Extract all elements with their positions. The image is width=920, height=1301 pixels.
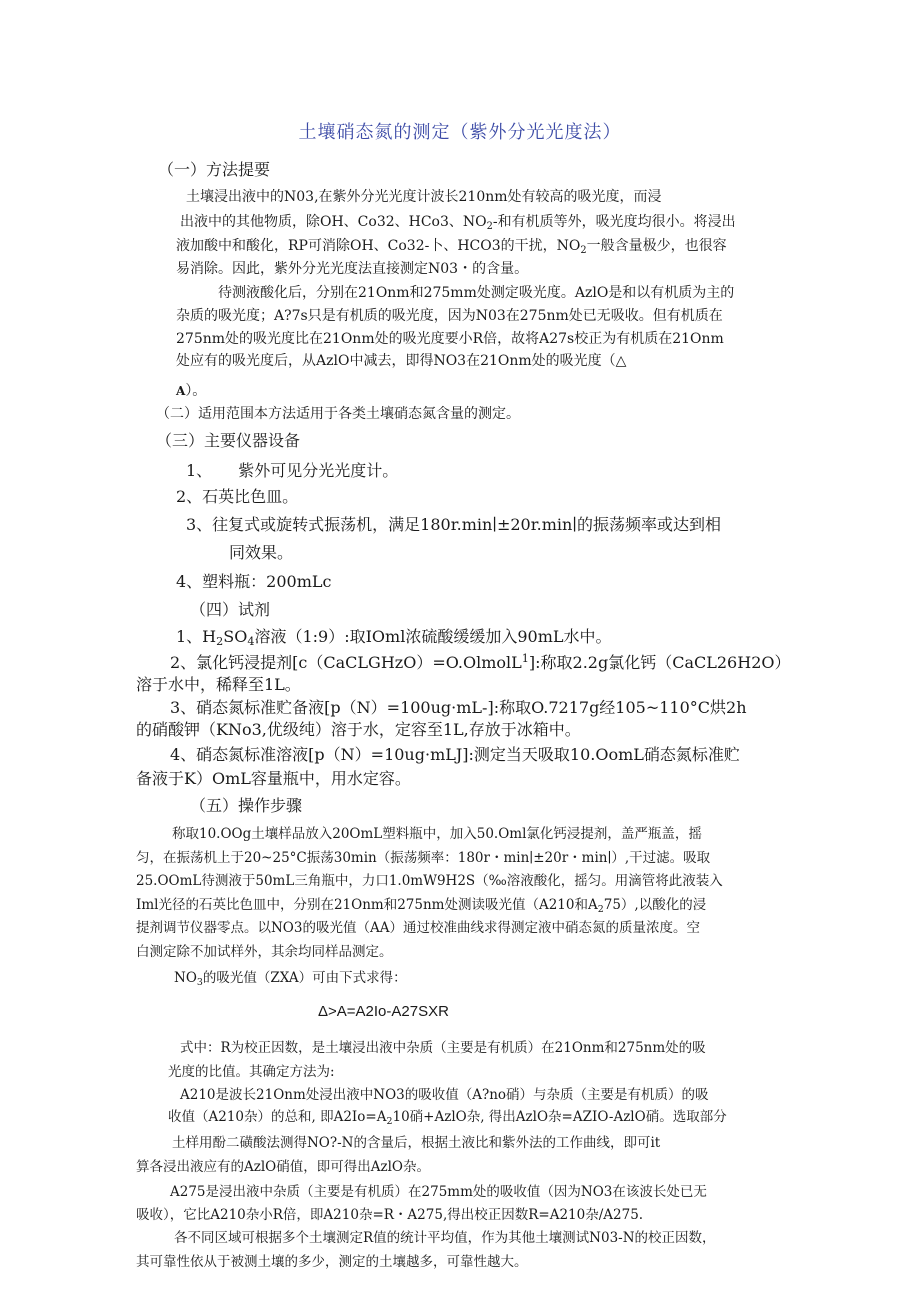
equipment-item-1: 1、 紫外可见分光光度计。: [186, 461, 399, 480]
a275-line-1: A275是浸出液中杂质（主要是有机质）在275mm处的吸收值（因为NO3在该波长处已无: [170, 1184, 707, 1200]
section-3-heading: （三）主要仪器设备: [156, 431, 301, 450]
section-2-line: （二）适用范围本方法适用于各类土壤硝态氮含量的测定。: [156, 406, 520, 422]
s1-p1-line-2: 出液中的其他物质，除OH、Co32、HCo3、$NO_2-$和有机质等外，吸光度均很小。将浸出: [180, 214, 736, 232]
section-5-heading: （五）操作步骤: [190, 796, 303, 815]
reagent-4-line-2: 备液于K）OmL容量瓶中，用水定容。: [136, 769, 411, 788]
a210-line-2: 收值（A210杂）的总和, 即$A2Io=A_210$硝+AzlO杂, 得出AzlO杂=AZIO-AzlO硝。选取部分: [168, 1109, 727, 1127]
s1-p1-line-3: 液加酸中和酸化，RP可消除OH、Co32-卜、HCO3的干扰，$NO_2$一般含量极少，也很容: [176, 238, 727, 256]
procedure-line-4: Iml光径的石英比色皿中，分别在21Onm和275nm处测读吸光值（A210和$A_275$）,以酸化的浸: [136, 897, 707, 915]
section-1-heading: （一）方法提要: [158, 160, 271, 179]
document-title: 土壤硝态氮的测定（紫外分光光度法）: [298, 122, 622, 143]
procedure-line-3: 25.OOmL待测液于50mL三角瓶中，力口1.0mW9H2S（‰溶液酸化，摇匀。用滴管将此液装入: [136, 873, 723, 889]
reagent-2-line-1: 2、氯化钙浸提剂[c（CaCLGHzO）=O.OlmolL$^1$]:称取2.2g氯化钙（CaCL26H2O）: [170, 652, 791, 672]
equipment-item-3-line-2: 同效果。: [229, 543, 294, 562]
a275-line-2: 吸收），它比A210杂小R倍，即A210杂=R・A275,得出校正因数R=A210杂/A275.: [136, 1207, 644, 1223]
reagent-1: 1、$H_2SO_4$溶液（1:9）:取IOml浓硫酸缓缓加入90mL水中。: [176, 627, 612, 648]
r-definition-line-1: 式中：R为校正因数，是土壤浸出液中杂质（主要是有机质）在21Onm和275nm处的吸: [180, 1040, 706, 1056]
s1-p1-line-4: 易消除。因此，紫外分光光度法直接测定N03・的含量。: [176, 261, 529, 277]
conclusion-line-2: 其可靠性依从于被测土壤的多少，测定的土壤越多，可靠性越大。: [136, 1254, 528, 1270]
equipment-item-4: 4、塑料瓶：200mLc: [176, 572, 332, 591]
reagent-3-line-2: 的硝酸钾（KNo3,优级纯）溶于水，定容至1L,存放于冰箱中。: [136, 720, 581, 739]
s1-p2-line-4: 处应有的吸光度后，从AzlO中减去，即得NO3在21Onm处的吸光度（△: [176, 353, 627, 369]
s1-p1-line-1: 土壤浸出液中的N03,在紫外分光光度计波长210nm处有较高的吸光度，而浸: [186, 189, 662, 205]
s1-p2-line-5: A）。: [176, 383, 207, 399]
a210-line-1: A210是波长21Onm处浸出液中NO3的吸收值（A?no硝）与杂质（主要是有机质）的吸: [180, 1087, 709, 1103]
s1-p2-line-2: 杂质的吸光度；A?7s只是有机质的吸光度，因为N03在275nm处已无吸收。但有机质在: [176, 308, 723, 324]
equipment-item-2: 2、石英比色皿。: [176, 487, 299, 506]
r-definition-line-2: 光度的比值。其确定方法为:: [168, 1064, 335, 1080]
reagent-4-line-1: 4、硝态氮标准溶液[p（N）=10ug·mLJ]:测定当天吸取10.OomL硝态氮标准贮: [170, 745, 740, 764]
s1-p2-line-1: 待测液酸化后，分别在21Onm和275mm处测定吸光度。AzlO是和以有机质为主的: [218, 285, 735, 301]
conclusion-line-1: 各不同区域可根据多个土壤测定R值的统计平均值，作为其他土壤测试N03-N的校正因数，: [174, 1230, 716, 1246]
a210-line-3: 土样用酚二磺酸法测得NO?-N的含量后，根据土液比和紫外法的工作曲线，即可it: [172, 1135, 661, 1151]
formula-intro: $NO_3$的吸光值（ZXA）可由下式求得：: [174, 970, 407, 988]
procedure-line-5: 提剂调节仪器零点。以NO3的吸光值（AA）通过校准曲线求得测定液中硝态氮的质量浓度。空: [136, 920, 700, 936]
a210-line-4: 算各浸出液应有的AzlO硝值，即可得出AzlO杂。: [136, 1159, 430, 1175]
procedure-line-2: 匀，在振荡机上于20~25°C振荡30min（振荡频率：180r・min∣±20r・min∣）,干过滤。吸取: [136, 850, 711, 866]
formula: Δ>A=A2Io-A27SXR: [318, 1003, 449, 1020]
reagent-2-line-2: 溶于水中，稀释至1L。: [136, 675, 301, 694]
procedure-line-6: 白测定除不加试样外，其余均同样品测定。: [136, 944, 393, 960]
s1-p2-line-3: 275nm处的吸光度比在21Onm处的吸光度要小R倍，故将A27s校正为有机质在21Onm: [176, 331, 724, 347]
equipment-item-3-line-1: 3、往复式或旋转式振荡机，满足180r.min∣±20r.min∣的振荡频率或达到相: [186, 515, 721, 534]
section-4-heading: （四）试剂: [190, 600, 271, 619]
procedure-line-1: 称取10.OOg土壤样品放入20OmL塑料瓶中，加入50.Oml氯化钙浸提剂，盖严瓶盖，摇: [172, 826, 702, 842]
reagent-3-line-1: 3、硝态氮标准贮备液[p（N）=100ug·mL-]:称取O.7217g经105~110°C烘2h: [170, 698, 747, 717]
